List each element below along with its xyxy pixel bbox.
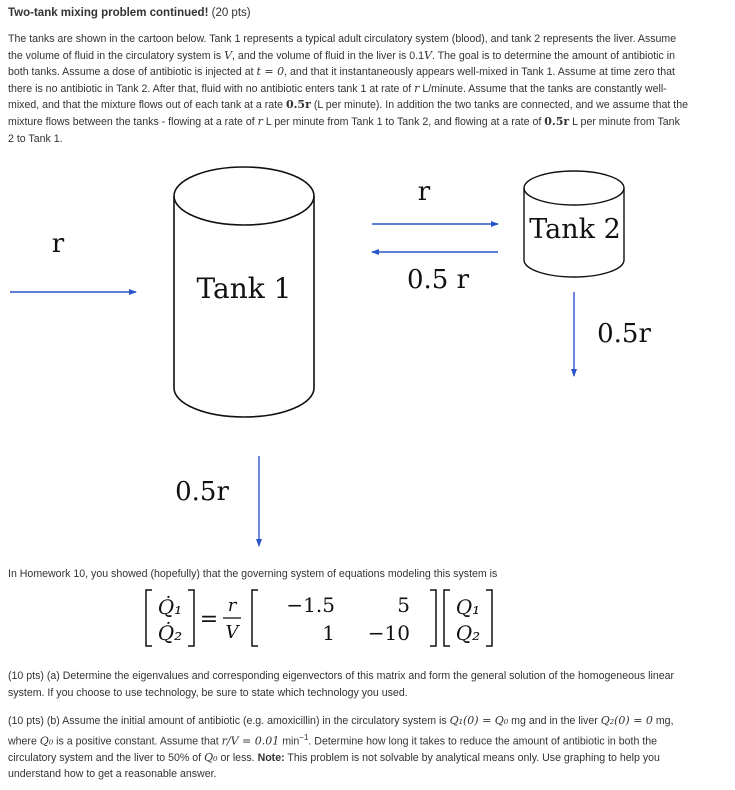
part-b (8, 713, 674, 783)
homework-statement: In Homework 10, you showed (hopefully) that the governing system of equations modeling this system is (8, 568, 498, 580)
equals-sign: = (199, 607, 219, 632)
problem-title (8, 7, 251, 19)
title-points: (20 pts) (211, 7, 251, 19)
tank-1-label: Tank 1 (196, 272, 292, 305)
matrix-a11: −1.5 (286, 593, 335, 617)
tank1-to-tank2-rate: r (417, 177, 431, 207)
intro-line-6: mixture flows between the tanks - flowing at a rate of r L per minute from Tank 1 to Tank 2, and flowing at a rate of 0.5r L per minute from Tank (8, 114, 680, 128)
fraction-denominator: V (225, 622, 239, 643)
part-a (8, 668, 674, 701)
intro-line-3: both tanks. Assume a dose of antibiotic is injected at t = 0, and that it instantaneously appears well-mixed in Tank 1. Assume at time zero that (8, 65, 675, 79)
intro-line-1: The tanks are shown in the cartoon below. Tank 1 represents a typical adult circulatory system (blood), and tank 2 represents the liver. Assume (8, 33, 677, 45)
rhs-q1: Q₁ (455, 595, 481, 619)
governing-equation (0, 584, 735, 656)
tank-diagram (0, 160, 735, 560)
part-b-line-3: circulatory system and the liver to 50% of Q₀ or less. Note: This problem is not solvable by analytical means only. Use graphing to help you (8, 750, 660, 764)
part-a-line-1: (10 pts) (a) Determine the eigenvalues and corresponding eigenvectors of this matrix and form the general solution of the homogeneous linear (8, 670, 675, 682)
tank1-outflow-rate: 0.5r (175, 477, 229, 507)
part-b-line-4: understand how to get a reasonable answer. (8, 768, 217, 781)
part-b-line-2: where Q₀ is a positive constant. Assume that r/V = 0.01 $\min^{-1}$. Determine how long it takes to reduce the amount of antibiotic in both the (8, 732, 658, 748)
part-b-line-1: (10 pts) (b) Assume the initial amount of antibiotic (e.g. amoxicillin) in the circulatory system is Q₁(0) = Q₀ mg and in the liver Q₂(0) = 0 mg, (8, 714, 674, 727)
tank2-outflow-rate: 0.5r (597, 319, 651, 349)
intro-line-4: there is no antibiotic in Tank 2. After that, fluid with no antibiotic enters tank 1 at rate of r L/minute. Assume that the tanks are constantly well- (8, 81, 667, 95)
intro-line-7: 2 to Tank 1. (8, 132, 63, 145)
intro-paragraph (8, 31, 688, 147)
intro-line-5: mixed, and that the mixture flows out of each tank at a rate 0.5r (L per minute). In addition the two tanks are connected, and we assume that the (8, 98, 688, 112)
tank2-to-tank1-rate: 0.5 r (406, 265, 470, 295)
fraction-numerator: r (227, 595, 237, 616)
lhs-q1-dot: Q̇₁ (157, 595, 183, 619)
title-bold: Two-tank mixing problem continued! (8, 7, 209, 19)
matrix-a12: 5 (397, 593, 410, 617)
rhs-q2: Q₂ (455, 621, 481, 645)
lhs-q2-dot: Q̇₂ (157, 621, 183, 645)
tank-2-label: Tank 2 (529, 214, 621, 245)
matrix-a21: 1 (322, 621, 335, 645)
intro-line-2: the volume of fluid in the circulatory system is V, and the volume of fluid in the liver is 0.1V. The goal is to determine the amount of antibiotic in (8, 48, 675, 62)
inflow-rate-label: r (51, 229, 65, 259)
part-a-line-2: system. If you choose to use technology, be sure to state which technology you used. (8, 686, 408, 699)
matrix-a22: −10 (367, 621, 410, 645)
